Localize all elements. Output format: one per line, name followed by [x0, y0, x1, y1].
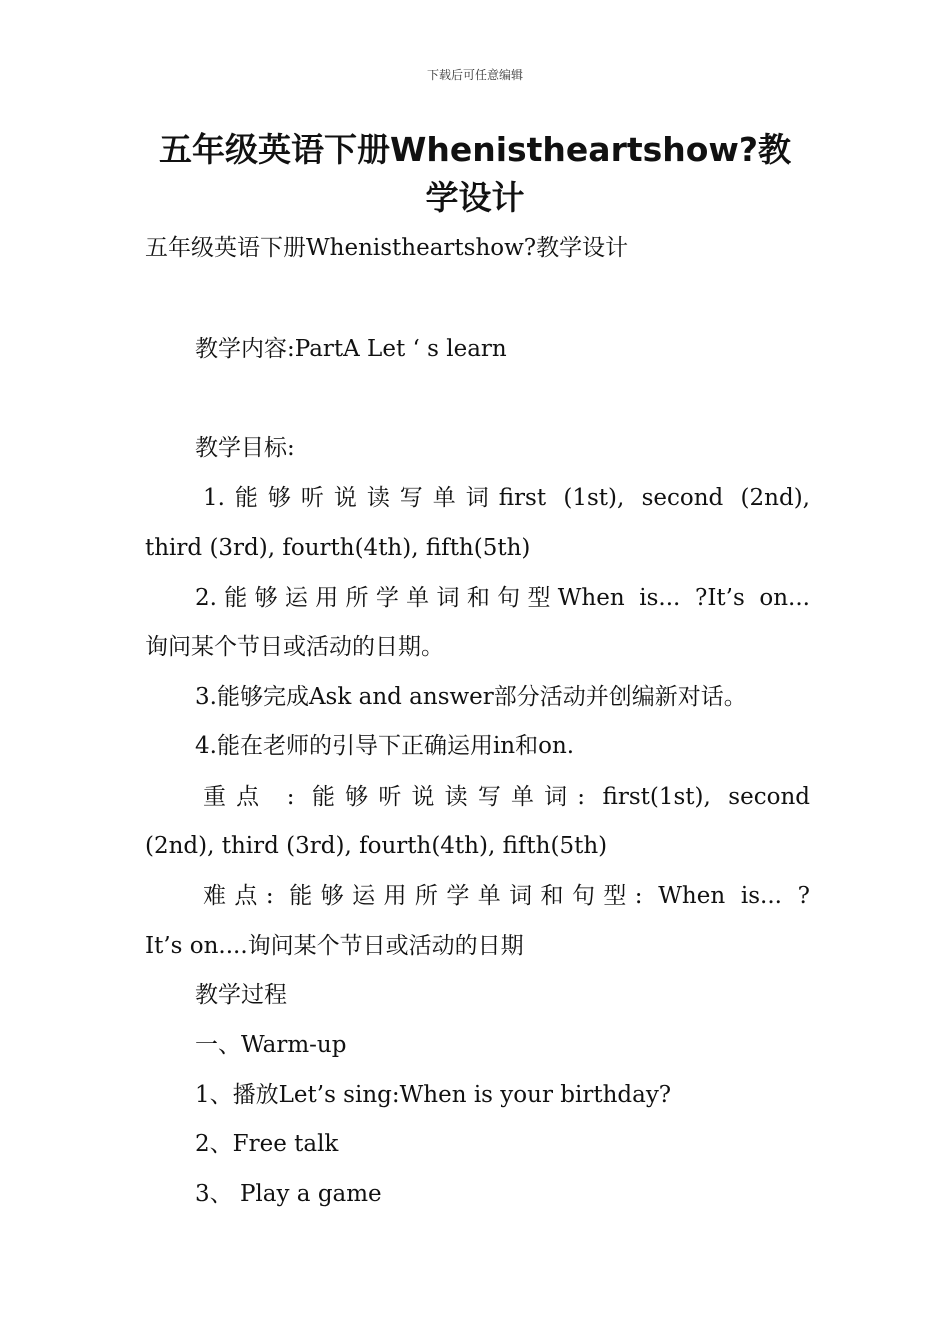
key-points-line-2: (2nd), third (3rd), fourth(4th), fifth(5th)	[145, 833, 608, 859]
warm-up-heading: 一、Warm-up	[195, 1032, 347, 1058]
document-title: 五年级英语下册Whenistheartshow?教学设计	[158, 130, 792, 217]
header-note: 下载后可任意编辑	[426, 68, 523, 82]
objective-4: 4.能在老师的引导下正确运用in和on.	[195, 733, 575, 759]
key-points-line-1: 重点 : 能够听说读写单词: first(1st), second	[203, 784, 810, 810]
objective-1-line-2: third (3rd), fourth(4th), fifth(5th)	[145, 535, 531, 561]
difficult-points-line-2: It’s on....询问某个节日或活动的日期	[145, 933, 524, 959]
step-3: 3、 Play a game	[195, 1181, 382, 1207]
content-line: 教学内容:PartA Let ‘ s learn	[195, 336, 507, 362]
objective-3: 3.能够完成Ask and answer部分活动并创编新对话。	[195, 684, 747, 710]
objectives-heading: 教学目标:	[195, 435, 295, 461]
objective-1-line-1: 1.能够听说读写单词first (1st), second (2nd),	[203, 485, 810, 511]
subtitle-line: 五年级英语下册Whenistheartshow?教学设计	[145, 235, 629, 261]
step-1: 1、播放Let’s sing:When is your birthday?	[195, 1082, 672, 1108]
process-heading: 教学过程	[195, 982, 287, 1008]
step-2: 2、Free talk	[195, 1131, 339, 1157]
difficult-points-line-1: 难点: 能够运用所学单词和句型: When is... ?	[203, 883, 810, 909]
objective-2-line-1: 2.能够运用所学单词和句型When is... ?It’s on...	[195, 585, 810, 611]
objective-2-line-2: 询问某个节日或活动的日期。	[145, 634, 444, 660]
